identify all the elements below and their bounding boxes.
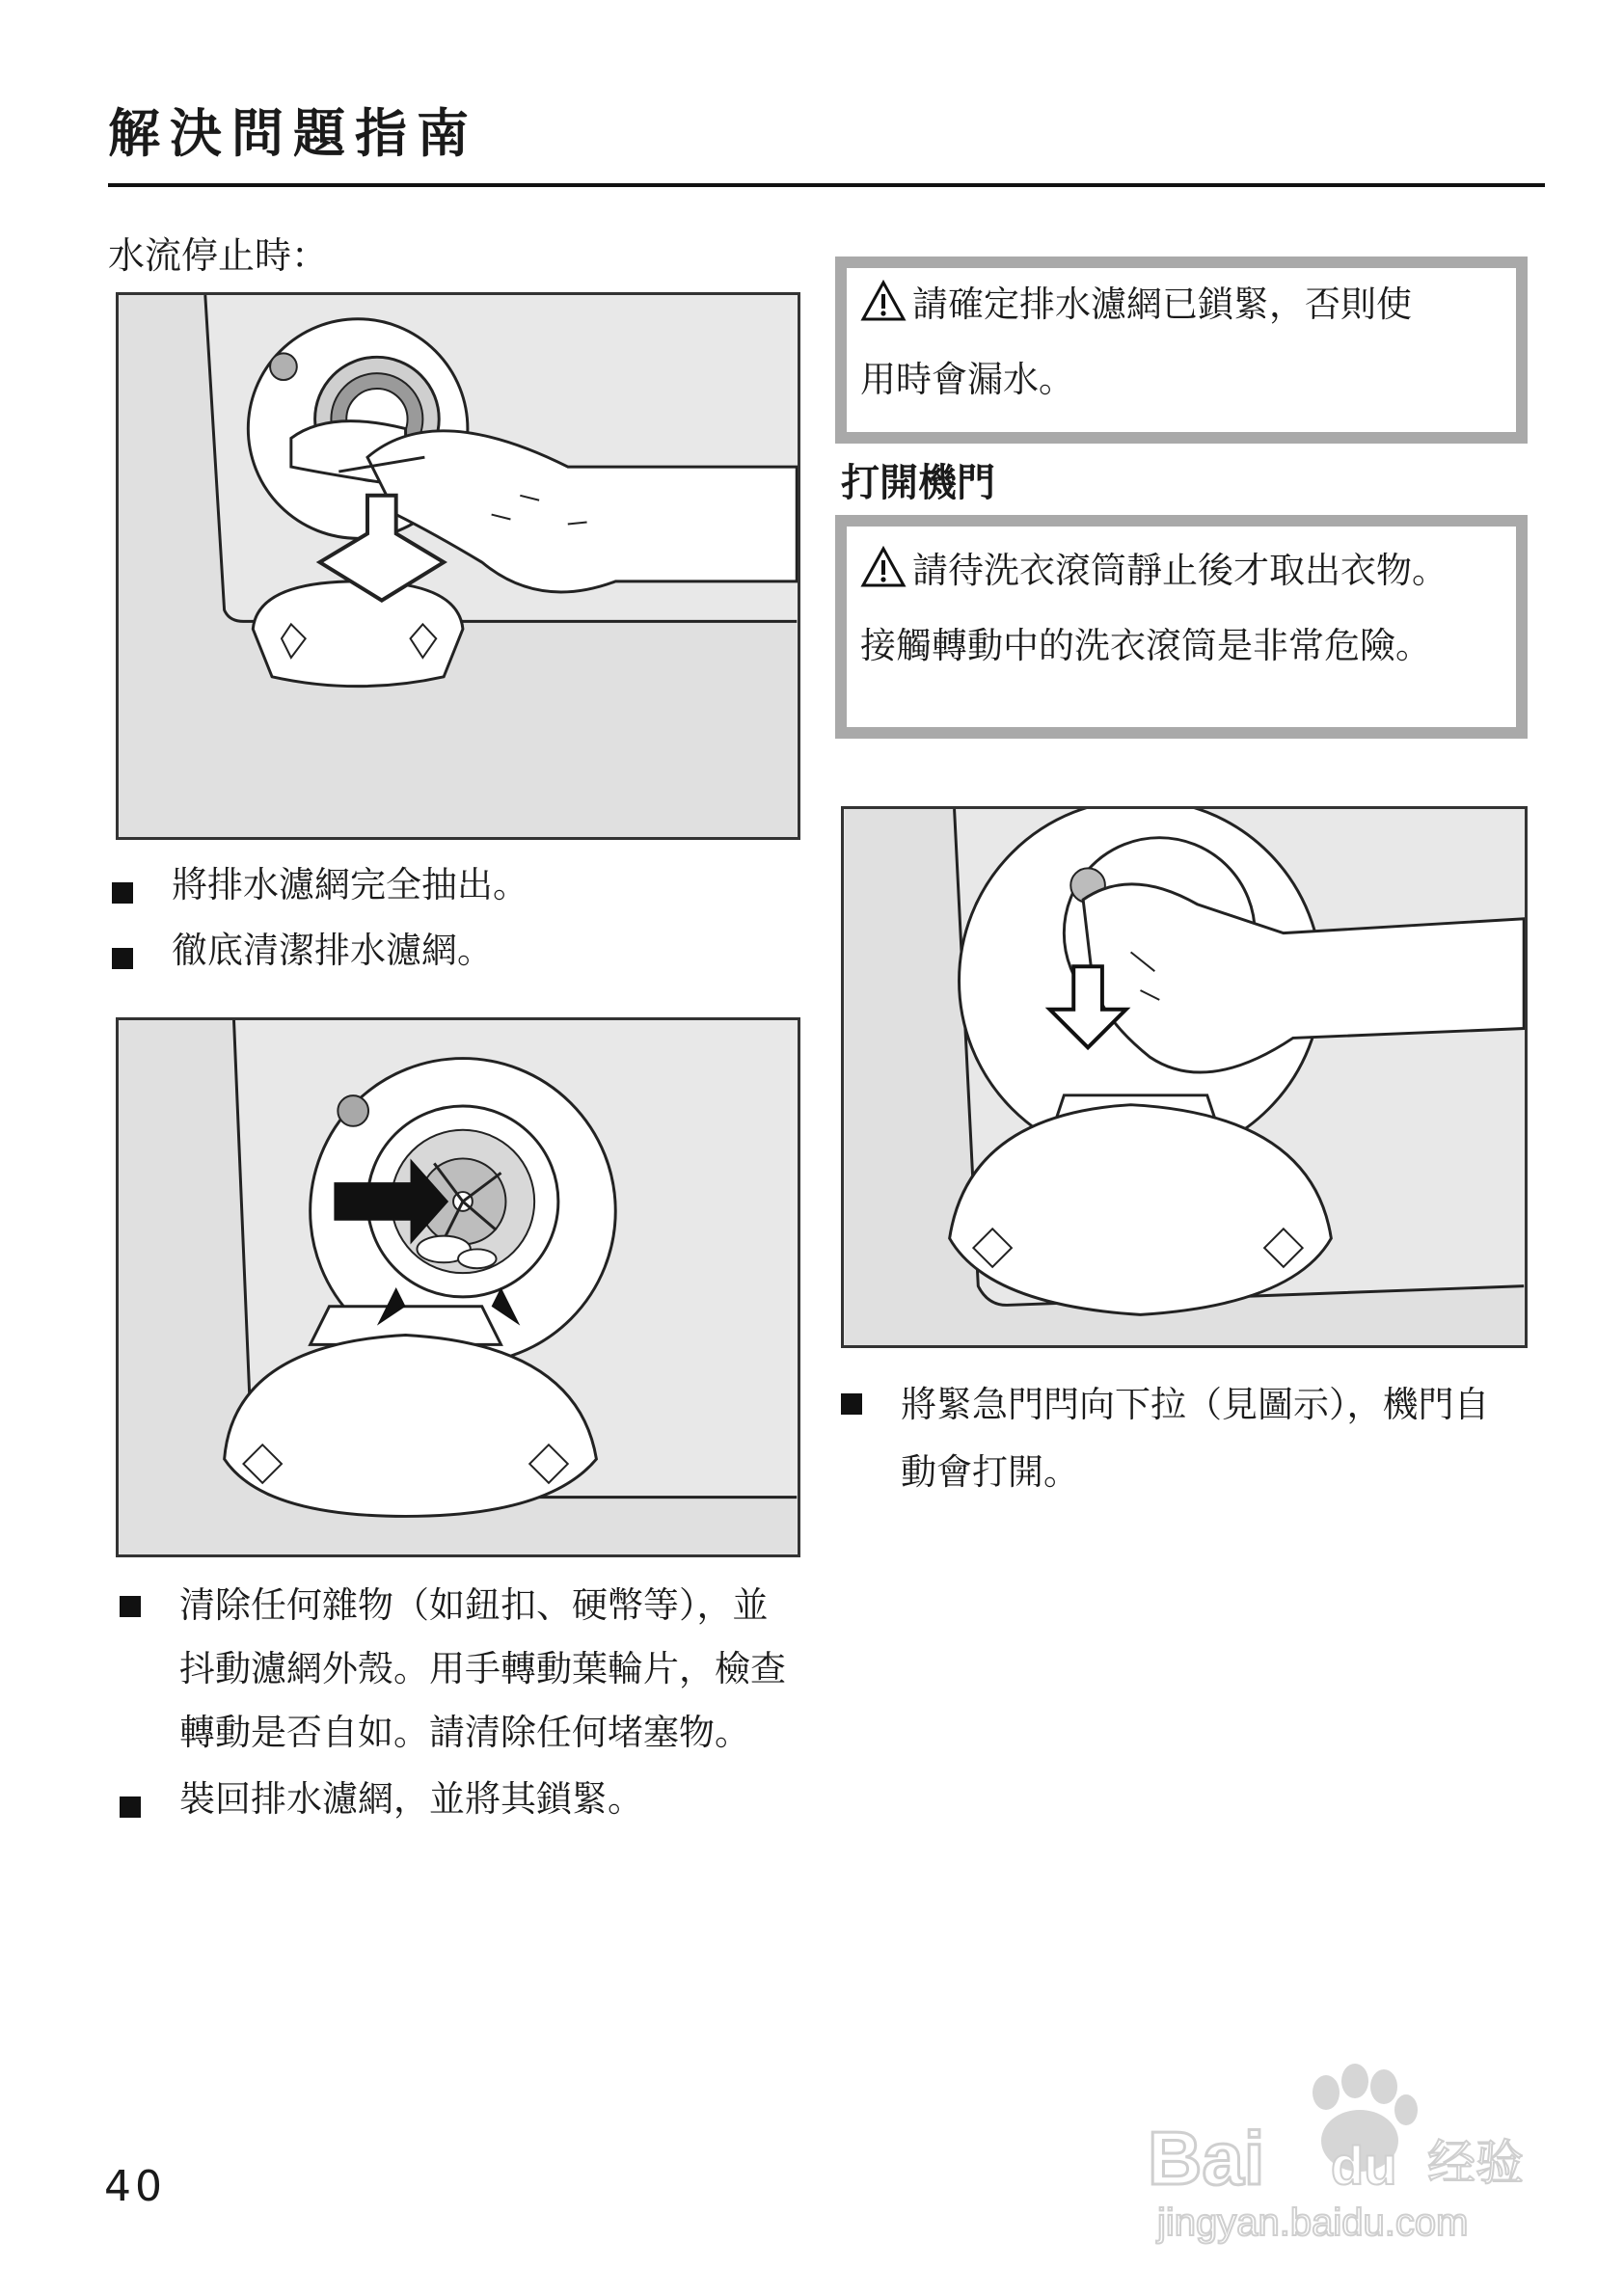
bullet-text: 將緊急門閂向下拉（見圖示），機門自動會打開。: [901, 1384, 1490, 1493]
bullet-marker: [120, 1596, 141, 1617]
baidu-jingyan-watermark: [1138, 2054, 1543, 2247]
bullet-list-2: [120, 1581, 814, 1832]
svg-text:du: du: [1331, 2135, 1397, 2196]
warning-line: [847, 527, 1516, 609]
warning-box-drum: [835, 515, 1528, 739]
bullet-marker: [841, 1393, 862, 1415]
bullet-text: 徹底清潔排水濾網。: [172, 930, 493, 971]
list-item: [120, 1778, 814, 1832]
bullet-list-1: [112, 864, 806, 999]
warning-text-line1: 請確定排水濾網已鎖緊，否則使: [912, 284, 1412, 325]
svg-text:jingyan.baidu.com: jingyan.baidu.com: [1157, 2201, 1469, 2244]
warning-text-line2: 接觸轉動中的洗衣滾筒是非常危險。: [860, 625, 1431, 666]
list-item: [112, 930, 806, 999]
figure-emergency-latch: [841, 806, 1528, 1348]
title-divider: [108, 183, 1545, 187]
section-heading-open-door: 打開機門: [841, 461, 995, 505]
warning-text-line2: 用時會漏水。: [860, 359, 1074, 400]
baidu-paw-logo-icon: [1138, 2054, 1543, 2247]
warning-box-filter-lock: [835, 257, 1528, 444]
bullet-text: 裝回排水濾網，並將其鎖緊。: [179, 1778, 643, 1820]
impeller-cleaning-illustration: [119, 1020, 798, 1554]
bullet-marker: [120, 1796, 141, 1818]
page-number: 40: [104, 2162, 166, 2211]
warning-triangle-icon: [860, 544, 907, 609]
warning-line: [847, 268, 1516, 343]
list-item: [841, 1379, 1535, 1506]
bullet-text: 將排水濾網完全抽出。: [172, 864, 528, 905]
svg-text:Bai: Bai: [1148, 2116, 1265, 2201]
bullet-marker: [112, 882, 133, 904]
warning-triangle-icon: [860, 278, 907, 343]
figure-clean-impeller: [116, 1017, 800, 1557]
svg-text:经验: 经验: [1427, 2135, 1524, 2191]
list-item: [120, 1581, 814, 1765]
warning-text-line1: 請待洗衣滾筒靜止後才取出衣物。: [912, 550, 1448, 591]
bullet-marker: [112, 948, 133, 969]
emergency-latch-illustration: [844, 809, 1525, 1345]
filter-removal-illustration: [119, 295, 798, 837]
bullet-text: 清除任何雜物（如鈕扣、硬幣等），並抖動濾網外殼。用手轉動葉輪片，檢查轉動是否自如。請清除任何堵塞物。: [179, 1584, 786, 1753]
figure-pull-out-filter: [116, 292, 800, 840]
section-label-water-stopped: 水流停止時：: [108, 234, 329, 277]
page-title: 解決問題指南: [108, 103, 478, 164]
bullet-list-3: [841, 1379, 1535, 1506]
